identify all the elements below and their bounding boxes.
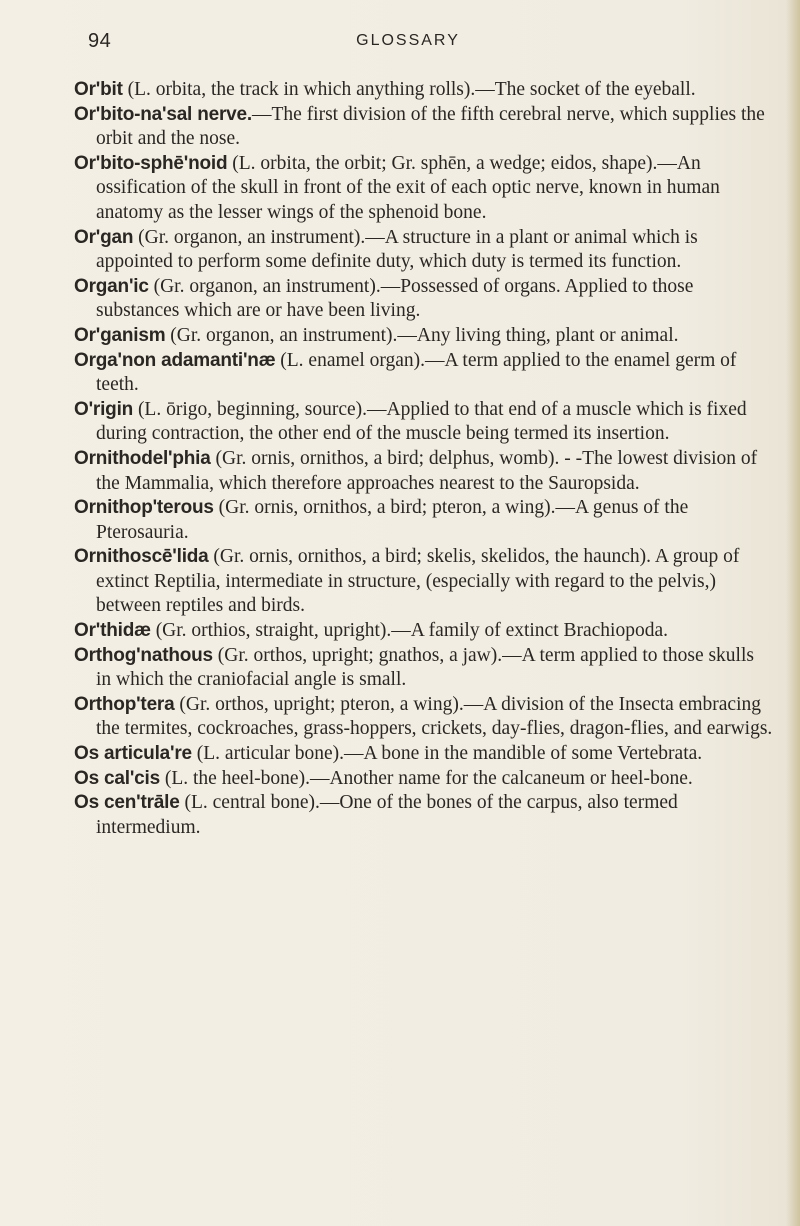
entry-term: Or'ganism xyxy=(74,324,166,346)
glossary-entry xyxy=(74,791,774,840)
glossary-entry xyxy=(74,693,774,742)
glossary-entries xyxy=(74,78,774,840)
entry-definition: (L. enamel organ).—A term applied to the enamel germ of teeth. xyxy=(96,349,737,396)
entry-term: O'rigin xyxy=(74,398,134,420)
entry-definition: (Gr. orthos, upright; pteron, a wing).—A division of the Insecta embracing the termites, cockroaches, grass-hoppers, crickets, day-flies, dragon-flies, and earwigs. xyxy=(96,693,773,740)
entry-term: Orthop'tera xyxy=(74,693,175,715)
page-header xyxy=(88,30,728,60)
entry-term: Or'thidæ xyxy=(74,620,151,642)
glossary-entry xyxy=(74,324,774,349)
entry-definition: (L. ōrigo, beginning, source).—Applied to that end of a muscle which is fixed during contraction, the other end of the muscle being termed its insertion. xyxy=(96,398,747,445)
entry-term: Organ'ic xyxy=(74,275,149,297)
entry-term: Or'bito-na'sal nerve. xyxy=(74,103,252,125)
entry-definition: —The first division of the fifth cerebral nerve, which supplies the orbit and the nose. xyxy=(96,103,765,150)
entry-definition: (Gr. ornis, ornithos, a bird; skelis, skelidos, the haunch). A group of extinct Reptilia, intermediate in structure, (especially with regard to the pelvis,) between reptiles and birds. xyxy=(96,546,740,617)
entry-term: Os cen'trāle xyxy=(74,792,180,814)
entry-term: Os articula're xyxy=(74,743,192,765)
glossary-entry xyxy=(74,226,774,275)
entry-definition: (L. central bone).—One of the bones of the carpus, also termed intermedium. xyxy=(96,792,678,838)
entry-definition: (L. articular bone).—A bone in the mandible of some Vertebrata. xyxy=(191,743,703,765)
glossary-entry xyxy=(74,78,774,103)
entry-definition: (L. the heel-bone).—Another name for the calcaneum or heel-bone. xyxy=(159,767,693,789)
entry-definition: (L. orbita, the orbit; Gr. sphēn, a wedge; eidos, shape).—An ossification of the skull in front of the exit of each optic nerve, known in human anatomy as the lesser wings of the sphenoid bone. xyxy=(96,152,720,223)
glossary-entry xyxy=(74,644,774,693)
glossary-entry xyxy=(74,496,774,545)
entry-term: Ornithoscē'lida xyxy=(74,546,209,568)
glossary-entry xyxy=(74,742,774,767)
entry-definition: (Gr. ornis, ornithos, a bird; delphus, womb). - -The lowest division of the Mammalia, which therefore approaches nearest to the Sauropsida. xyxy=(96,447,758,494)
glossary-entry xyxy=(74,152,774,226)
entry-term: Or'bito-sphē'noid xyxy=(74,152,228,174)
entry-definition: (Gr. ornis, ornithos, a bird; pteron, a wing).—A genus of the Pterosauria. xyxy=(96,497,689,543)
glossary-entry xyxy=(74,545,774,619)
entry-term: Ornithodel'phia xyxy=(74,447,211,469)
entry-definition: (Gr. orthos, upright; gnathos, a jaw).—A term applied to those skulls in which the craniofacial angle is small. xyxy=(96,644,754,691)
entry-definition: (Gr. organon, an instrument).—A structure in a plant or animal which is appointed to perform some definite duty, which duty is termed its function. xyxy=(96,226,698,273)
entry-term: Or'gan xyxy=(74,226,134,248)
glossary-entry xyxy=(74,447,774,496)
entry-term: Orga'non adamanti'næ xyxy=(74,349,276,371)
entry-definition: (Gr. orthios, straight, upright).—A family of extinct Brachiopoda. xyxy=(150,620,669,642)
entry-definition: (Gr. organon, an instrument).—Any living thing, plant or animal. xyxy=(165,324,679,346)
entry-definition: (Gr. organon, an instrument).—Possessed of organs. Applied to those substances which are or have been living. xyxy=(96,275,694,322)
glossary-entry xyxy=(74,398,774,447)
entry-term: Or'bit xyxy=(74,79,123,100)
glossary-entry xyxy=(74,103,774,152)
entry-term: Orthog'nathous xyxy=(74,644,213,666)
glossary-entry xyxy=(74,619,774,644)
glossary-entry xyxy=(74,349,774,398)
entry-term: Ornithop'terous xyxy=(74,497,214,519)
entry-term: Os cal'cis xyxy=(74,767,160,789)
entry-definition: (L. orbita, the track in which anything rolls).—The socket of the eyeball. xyxy=(122,79,696,100)
glossary-entry xyxy=(74,767,774,792)
page-edge-shadow xyxy=(786,0,800,1226)
running-head: GLOSSARY xyxy=(356,32,460,49)
glossary-entry xyxy=(74,275,774,324)
page-number: 94 xyxy=(88,30,112,52)
